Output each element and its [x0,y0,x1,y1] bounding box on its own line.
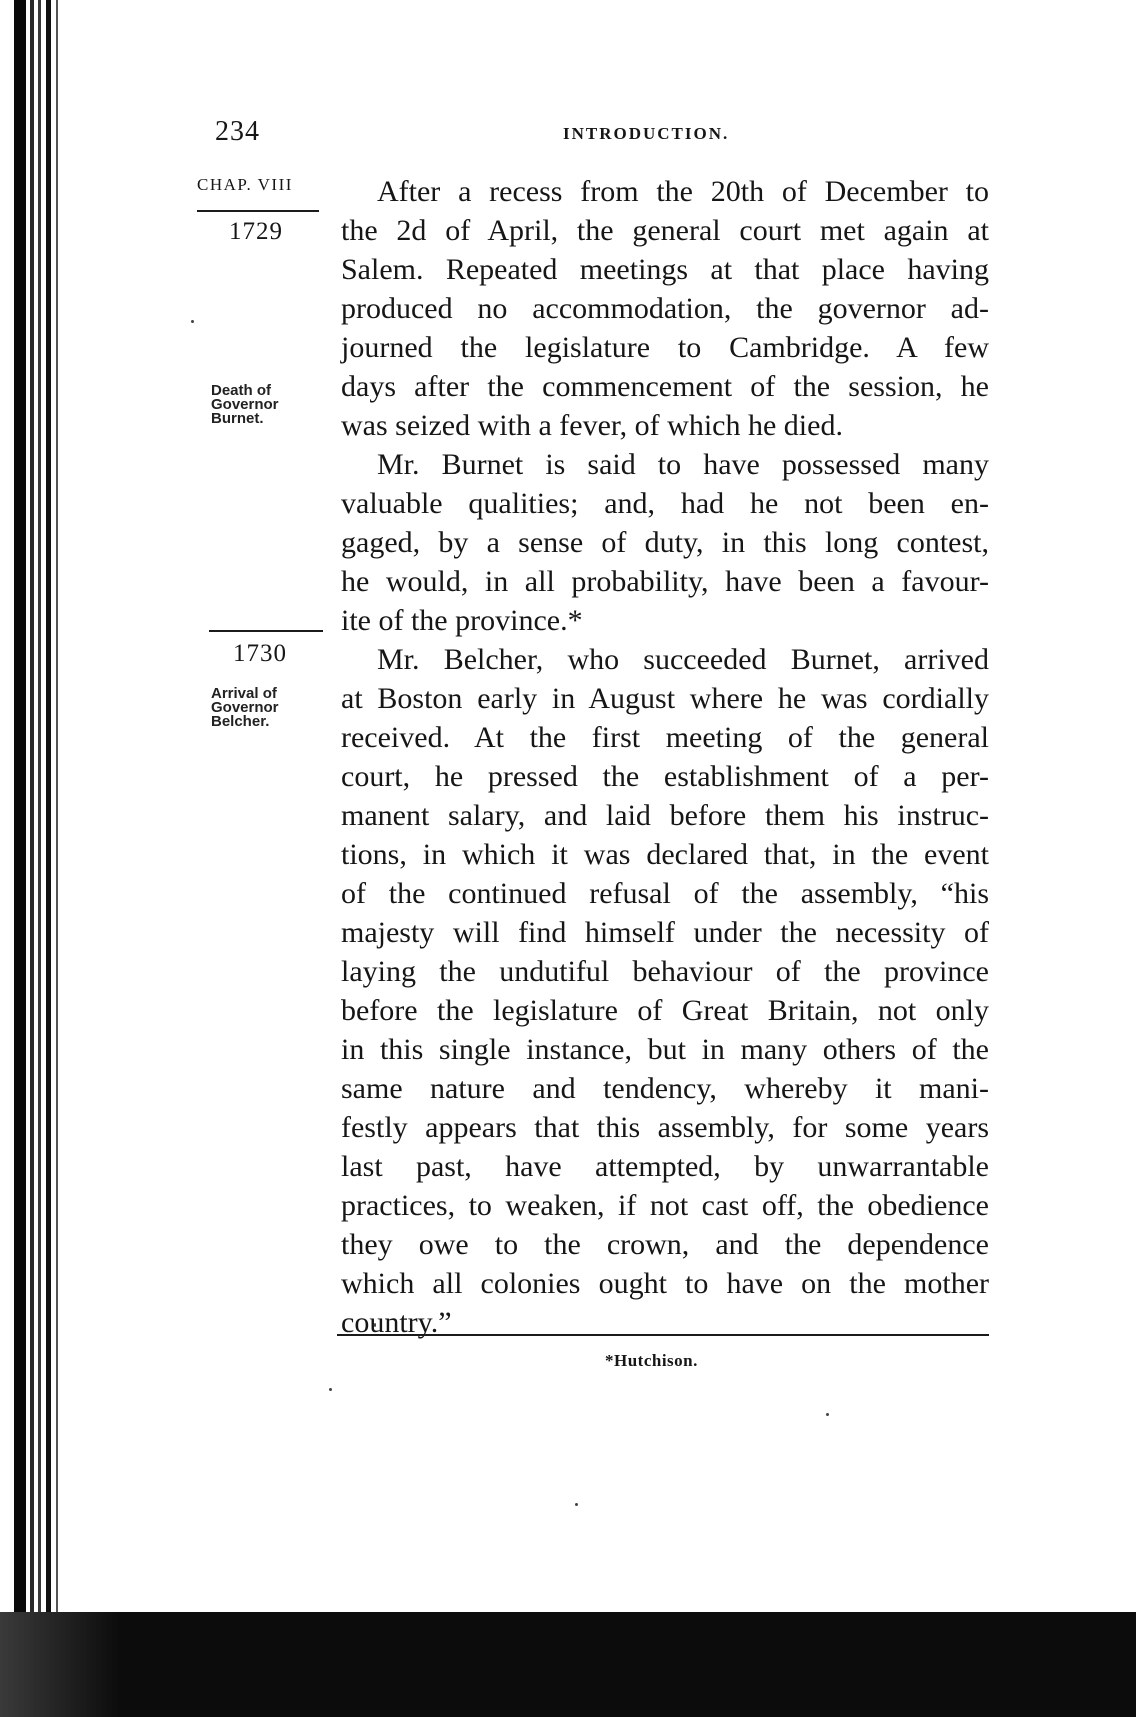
body-text [341,172,989,1342]
text-line: they owe to the crown, and the dependence [341,1228,989,1261]
text-line: produced no accommodation, the governor ad- [341,292,989,325]
text-line: same nature and tendency, whereby it mani- [341,1072,989,1105]
text-line: tions, in which it was declared that, in the event [341,838,989,871]
binding-edge [0,0,70,1717]
text-line: of the continued refusal of the assembly, “his [341,877,989,910]
text-line: at Boston early in August where he was cordially [341,682,989,715]
footnote: *Hutchison. [605,1351,698,1370]
footnote-rule [337,1334,989,1336]
margin-note-death-of-burnet: Death of Governor Burnet. [211,382,279,427]
page-number: 234 [215,116,260,147]
text-line: in this single instance, but in many others of the [341,1033,989,1066]
text-line: Mr. Belcher, who succeeded Burnet, arrived [377,643,989,676]
text-line: gaged, by a sense of duty, in this long contest, [341,526,989,559]
text-line: Salem. Repeated meetings at that place having [341,253,989,286]
running-head: INTRODUCTION. [563,124,730,143]
text-line: journed the legislature to Cambridge. A few [341,331,989,364]
text-line: ite of the province.* [341,604,583,637]
margin-rule-2 [209,630,323,632]
chapter-label: CHAP. VIII [197,175,293,194]
text-line: majesty will find himself under the necessity of [341,916,989,949]
margin-year-1730: 1730 [233,640,287,667]
margin-rule-1 [197,210,319,212]
text-line: days after the commencement of the session, he [341,370,989,403]
text-line: was seized with a fever, of which he died. [341,409,843,442]
text-line: manent salary, and laid before them his instruc- [341,799,989,832]
scan-bottom-edge [0,1612,1136,1717]
text-line: court, he pressed the establishment of a per- [341,760,989,793]
text-line: the 2d of April, the general court met again at [341,214,989,247]
text-line: Mr. Burnet is said to have possessed many [377,448,989,481]
text-line: laying the undutiful behaviour of the province [341,955,989,988]
margin-note-arrival-of-belcher: Arrival of Governor Belcher. [211,685,279,730]
text-line: received. At the first meeting of the general [341,721,989,754]
text-line: festly appears that this assembly, for some years [341,1111,989,1144]
margin-year-1729: 1729 [229,218,283,245]
text-line: before the legislature of Great Britain, not only [341,994,989,1027]
text-line: last past, have attempted, by unwarrantable [341,1150,989,1183]
text-line: practices, to weaken, if not cast off, the obedience [341,1189,989,1222]
text-line: After a recess from the 20th of December to [377,175,989,208]
text-line: country.” [341,1306,452,1339]
text-line: he would, in all probability, have been a favour- [341,565,989,598]
text-line: which all colonies ought to have on the mother [341,1267,989,1300]
text-line: valuable qualities; and, had he not been en- [341,487,989,520]
